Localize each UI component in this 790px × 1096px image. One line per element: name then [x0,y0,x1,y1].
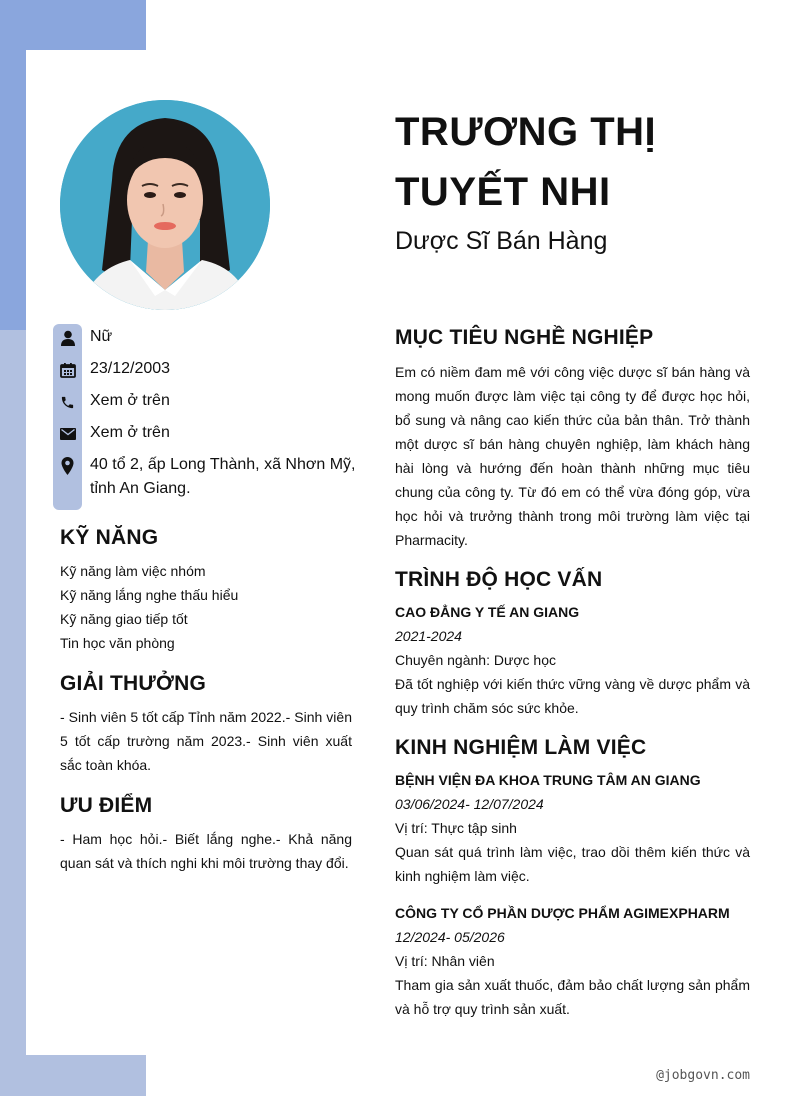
email-icon [53,421,82,447]
portrait-illustration [60,100,270,310]
skill-item: Tin học văn phòng [60,635,175,651]
contact-address-row [53,452,363,501]
experience-title: KINH NGHIỆM LÀM VIỆC [395,736,647,759]
awards-text: - Sinh viên 5 tốt cấp Tỉnh năm 2022.- Sinh viên 5 tốt cấp trường năm 2023.- Sinh viên xuất sắc toàn khóa. [60,709,352,773]
education-period: 2021-2024 [395,628,462,644]
footer-watermark: @jobgovn.com [656,1068,750,1083]
experience-entry [395,768,750,888]
skills-title: KỸ NĂNG [60,526,159,549]
skill-item: Kỹ năng làm việc nhóm [60,563,206,579]
accent-bar-left-lower [0,330,26,1096]
education-description: Đã tốt nghiệp với kiến thức vững vàng về dược phẩm và quy trình chăm sóc sức khỏe. [395,676,750,716]
experience-company: BỆNH VIỆN ĐA KHOA TRUNG TÂM AN GIANG [395,772,701,788]
accent-bar-left-upper [0,50,26,330]
profile-photo [60,100,270,310]
candidate-name-line1: TRƯƠNG THỊ [395,110,657,154]
education-entry [395,600,750,720]
skill-item: Kỹ năng lắng nghe thấu hiểu [60,587,239,603]
experience-position: Vị trí: Thực tập sinh [395,820,517,836]
education-major: Chuyên ngành: Dược học [395,652,556,668]
contact-email-row [53,420,363,452]
objective-title: MỤC TIÊU NGHỀ NGHIỆP [395,326,654,349]
skill-item: Kỹ năng giao tiếp tốt [60,611,188,627]
candidate-name [395,102,765,222]
experience-entry [395,901,750,1021]
contact-phone: Xem ở trên [90,392,170,409]
awards-title: GIẢI THƯỞNG [60,672,207,695]
education-title: TRÌNH ĐỘ HỌC VẤN [395,568,603,591]
experience-position: Vị trí: Nhân viên [395,953,495,969]
contact-email: Xem ở trên [90,424,170,441]
experience-period: 03/06/2024- 12/07/2024 [395,796,544,812]
person-icon [53,325,82,351]
contact-birthdate: 23/12/2003 [90,360,171,377]
experience-description: Tham gia sản xuất thuốc, đảm bảo chất lượng sản phẩm và hỗ trợ quy trình sản xuất. [395,977,750,1017]
calendar-icon [53,357,82,383]
experience-company: CÔNG TY CỔ PHẦN DƯỢC PHẨM AGIMEXPHARM [395,905,730,921]
experience-period: 12/2024- 05/2026 [395,929,505,945]
contact-phone-row [53,388,363,420]
contact-gender-row [53,324,363,356]
objective-text: Em có niềm đam mê với công việc dược sĩ bán hàng và mong muốn được làm việc tại công ty để được học hỏi, bổ sung và nâng cao kiến thức của bản thân. Trở thành một dược sĩ bán hàng chuyên nghiệp, làm khách hàng hài lòng và hướng đến hoàn thành những mục tiêu chung của công ty. Từ đó em có thể vừa đóng góp, vừa học hỏi và trưởng thành trong môi trường làm việc tại Pharmacity. [395,364,750,548]
education-school: CAO ĐẲNG Y TẾ AN GIANG [395,604,580,620]
accent-bar-top [0,0,146,50]
experience-description: Quan sát quá trình làm việc, trao dồi thêm kiến thức và kinh nghiệm làm việc. [395,844,750,884]
contact-birthdate-row [53,356,363,388]
accent-bar-bottom [0,1055,146,1096]
contact-info [53,324,363,501]
candidate-role: Dược Sĩ Bán Hàng [395,227,608,255]
candidate-name-line2: TUYẾT NHI [395,170,611,214]
skills-list [60,559,352,655]
contact-gender: Nữ [90,328,113,345]
contact-address: 40 tổ 2, ấp Long Thành, xã Nhơn Mỹ, tỉnh An Giang. [90,456,356,497]
strengths-text: - Ham học hỏi.- Biết lắng nghe.- Khả năng quan sát và thích nghi khi môi trường thay đổi. [60,831,352,871]
phone-icon [53,389,82,415]
strengths-title: ƯU ĐIỂM [60,794,153,817]
location-icon [53,453,82,479]
